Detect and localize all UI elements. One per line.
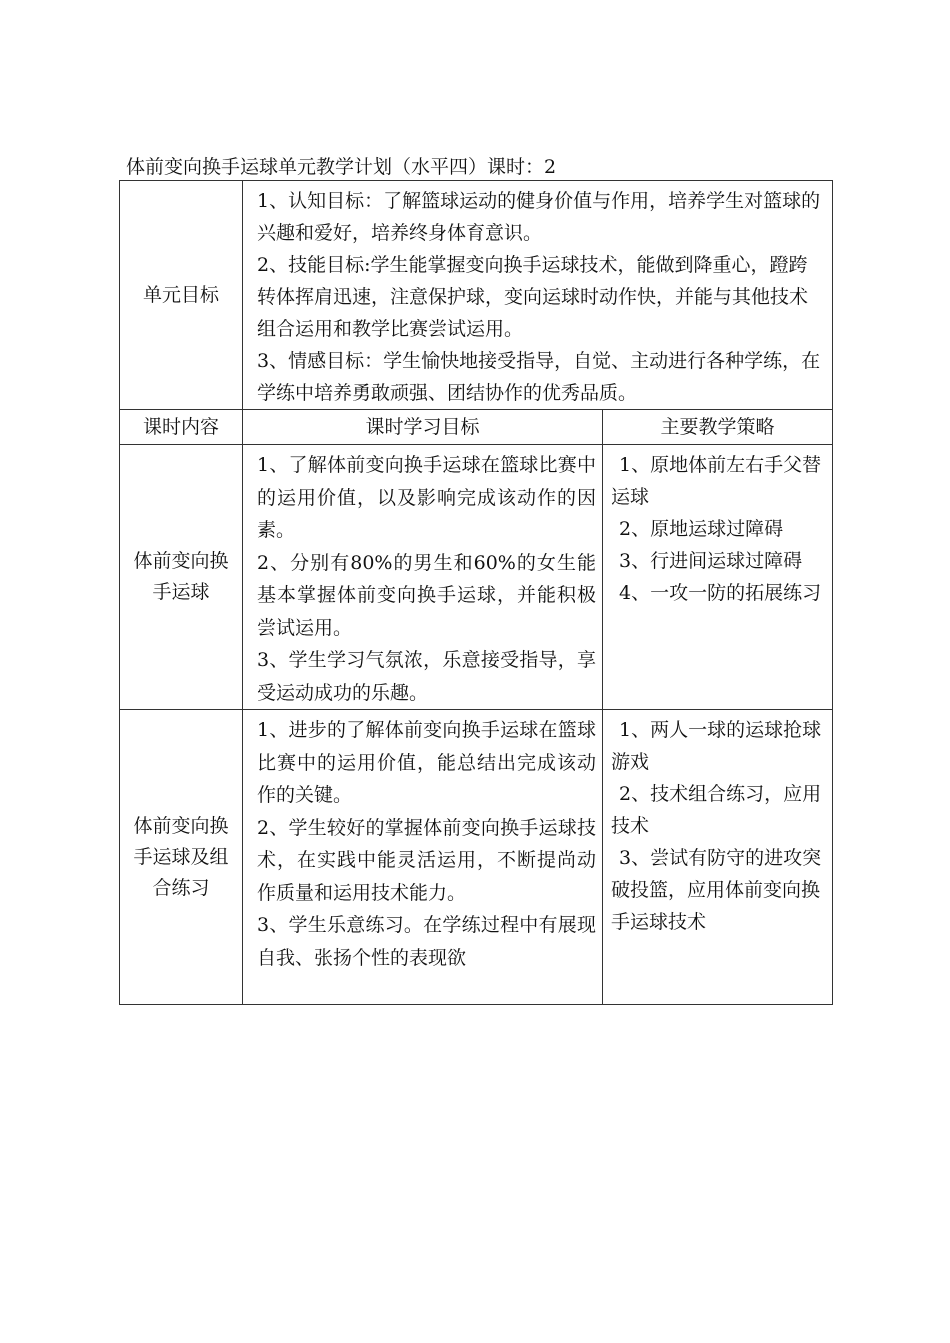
lesson-title: 体前变向换手运球及组合练习 (120, 710, 243, 1005)
lesson-strategies (603, 445, 833, 710)
strategy-item: 3、尝试有防守的进攻突破投篮，应用体前变向换手运球技术 (611, 847, 822, 933)
objective-item: 2、学生较好的掌握体前变向换手运球技术，在实践中能灵活运用，不断提尚动作质量和运用技术能力。 (257, 816, 596, 904)
header-strategies: 主要教学策略 (603, 410, 833, 445)
document-title: 体前变向换手运球单元教学计划（水平四）课时：2 (126, 156, 557, 178)
unit-goal-item: 3、情感目标：学生愉快地接受指导，自觉、主动进行各种学练，在学练中培养勇敢顽强、团结协作的优秀品质。 (257, 350, 821, 404)
strategy-item: 1、原地体前左右手父替运球 (611, 454, 822, 508)
strategy-item: 3、行进间运球过障碍 (619, 550, 803, 572)
lesson-row (120, 710, 833, 1005)
lesson-row (120, 445, 833, 710)
strategy-item: 2、原地运球过障碍 (619, 518, 784, 540)
objective-item: 3、学生乐意练习。在学练过程中有展现自我、张扬个性的表现欲 (257, 914, 596, 969)
unit-goal-item: 1、认知目标：了解篮球运动的健身价值与作用，培养学生对篮球的兴趣和爱好，培养终身体育意识。 (257, 190, 821, 244)
lesson-objectives (243, 445, 603, 710)
strategy-item: 4、一攻一防的拓展练习 (619, 582, 822, 604)
unit-goal-label: 单元目标 (120, 181, 243, 410)
objective-item: 1、进步的了解体前变向换手运球在篮球比赛中的运用价值，能总结出完成该动作的关键。 (257, 719, 596, 806)
header-objectives: 课时学习目标 (243, 410, 603, 445)
strategy-item: 1、两人一球的运球抢球游戏 (611, 719, 822, 773)
objective-item: 3、学生学习气氛浓，乐意接受指导，享受运动成功的乐趣。 (257, 649, 596, 704)
strategy-item: 2、技术组合练习，应用技术 (611, 783, 822, 837)
lesson-title: 体前变向换手运球 (120, 445, 243, 710)
table-header-row (120, 410, 833, 445)
objective-item: 1、了解体前变向换手运球在篮球比赛中的运用价值，以及影响完成该动作的因素。 (257, 454, 596, 541)
objective-item: 2、分别有80%的男生和60%的女生能基本掌握体前变向换手运球，并能积极尝试运用。 (257, 551, 596, 639)
lesson-strategies (603, 710, 833, 1005)
unit-goal-content (243, 181, 833, 410)
teaching-plan-table (119, 180, 833, 1005)
header-content: 课时内容 (120, 410, 243, 445)
unit-goal-item: 2、技能目标:学生能掌握变向换手运球技术，能做到降重心，蹬跨转体挥肩迅速，注意保护球，变向运球时动作快，并能与其他技术组合运用和教学比赛尝试运用。 (257, 254, 809, 340)
unit-goal-row (120, 181, 833, 410)
lesson-objectives (243, 710, 603, 1005)
